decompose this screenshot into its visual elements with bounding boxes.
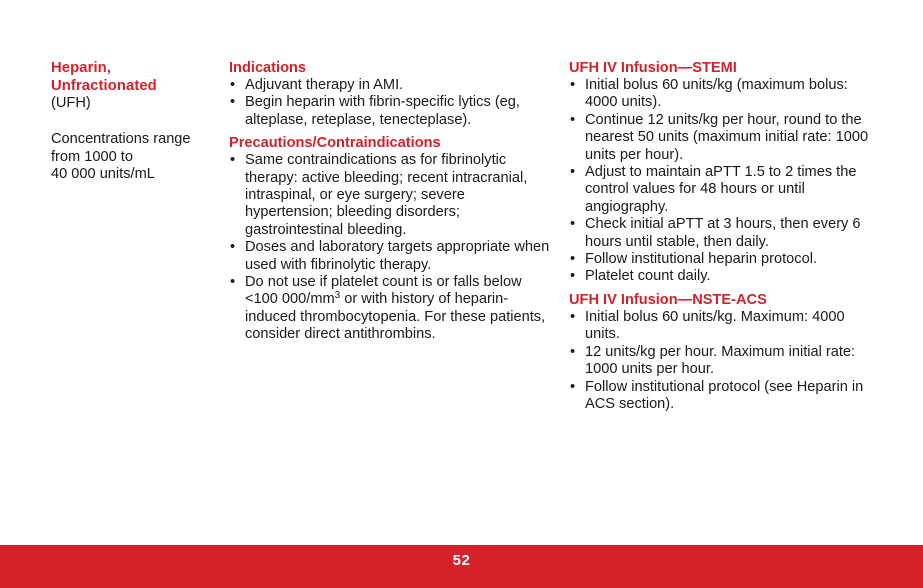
list-item-text: Continue 12 units/kg per hour, round to the nearest 50 units (maximum initial rate: 1000 units per hour).	[585, 111, 869, 163]
drug-column	[51, 59, 216, 184]
concentration-line1: Concentrations range	[51, 131, 191, 148]
precautions-heading: Precautions/Contraindications	[229, 135, 441, 152]
list-item	[569, 112, 869, 164]
bullet-icon: •	[570, 343, 576, 360]
bullet-icon: •	[570, 111, 576, 128]
stemi-heading: UFH IV Infusion—STEMI	[569, 60, 737, 76]
list-item	[569, 164, 869, 216]
list-item-text: Platelet count daily.	[585, 268, 711, 285]
list-item-text: Adjuvant therapy in AMI.	[245, 77, 404, 93]
list-item-text: Adjust to maintain aPTT 1.5 to 2 times the control values for 48 hours or until angiography.	[585, 164, 857, 215]
bullet-icon: •	[230, 94, 236, 111]
list-item-text: Begin heparin with fibrin-specific lytics (eg, alteplase, reteplase, tenecteplase).	[245, 94, 520, 128]
superscript-exponent: 3	[334, 290, 341, 302]
footer-bar	[0, 545, 923, 588]
list-item	[569, 268, 869, 285]
list-item	[229, 239, 554, 274]
list-item-text: Same contraindications as for fibrinolytic therapy: active bleeding; recent intracranial, intraspinal, or eye surgery; severe hypertension; bleeding disorders; gastrointestinal bleeding.	[245, 152, 528, 238]
bullet-icon: •	[570, 77, 576, 93]
list-item	[229, 274, 554, 344]
page-number: 52	[452, 552, 471, 569]
bullet-icon: •	[570, 378, 576, 395]
list-item-text: Follow institutional protocol (see Heparin in ACS section).	[585, 378, 864, 412]
platelet-text-end: or with history of heparin-induced thrombocytopenia. For these patients, consider direct antithrombins.	[245, 291, 546, 343]
indications-list	[229, 77, 554, 129]
list-item-text: Follow institutional heparin protocol.	[585, 251, 818, 268]
list-item	[569, 344, 869, 379]
bullet-icon: •	[570, 251, 576, 268]
concentration-line2: from 1000 to	[51, 148, 133, 165]
platelet-text-start: Do not use if platelet count is or falls below <100 000/mm	[245, 274, 522, 308]
list-item-text: Check initial aPTT at 3 hours, then every 6 hours until stable, then daily.	[585, 216, 861, 250]
concentration-line3: 40 000 units/mL	[51, 166, 155, 183]
list-item	[229, 152, 554, 239]
list-item	[569, 309, 869, 344]
drug-name-line2: Unfractionated	[51, 78, 157, 94]
list-item	[569, 251, 869, 268]
list-item-text: Doses and laboratory targets appropriate when used with fibrinolytic therapy.	[245, 239, 550, 273]
infusion-column	[569, 59, 869, 413]
list-item	[569, 216, 869, 251]
precautions-list	[229, 152, 554, 343]
bullet-icon: •	[230, 274, 236, 291]
bullet-icon: •	[570, 164, 576, 181]
indications-heading: Indications	[229, 60, 307, 76]
nste-acs-heading: UFH IV Infusion—NSTE-ACS	[569, 291, 767, 308]
list-item-text	[245, 274, 545, 342]
list-item-text: 12 units/kg per hour. Maximum initial rate: 1000 units per hour.	[585, 343, 856, 378]
list-item	[229, 94, 554, 129]
bullet-icon: •	[570, 216, 576, 233]
bullet-icon: •	[230, 239, 236, 256]
drug-abbreviation: (UFH)	[51, 95, 91, 111]
nste-acs-list	[569, 309, 869, 413]
indications-column	[229, 59, 554, 344]
stemi-list	[569, 77, 869, 286]
drug-name-line1: Heparin,	[51, 60, 112, 76]
bullet-icon: •	[570, 308, 576, 325]
list-item-text: Initial bolus 60 units/kg (maximum bolus: 4000 units).	[585, 77, 848, 111]
list-item	[569, 77, 869, 112]
bullet-icon: •	[230, 152, 236, 169]
list-item-text: Initial bolus 60 units/kg. Maximum: 4000 units.	[585, 308, 845, 343]
bullet-icon: •	[230, 77, 236, 93]
list-item	[229, 77, 554, 94]
list-item	[569, 379, 869, 414]
bullet-icon: •	[570, 268, 576, 285]
